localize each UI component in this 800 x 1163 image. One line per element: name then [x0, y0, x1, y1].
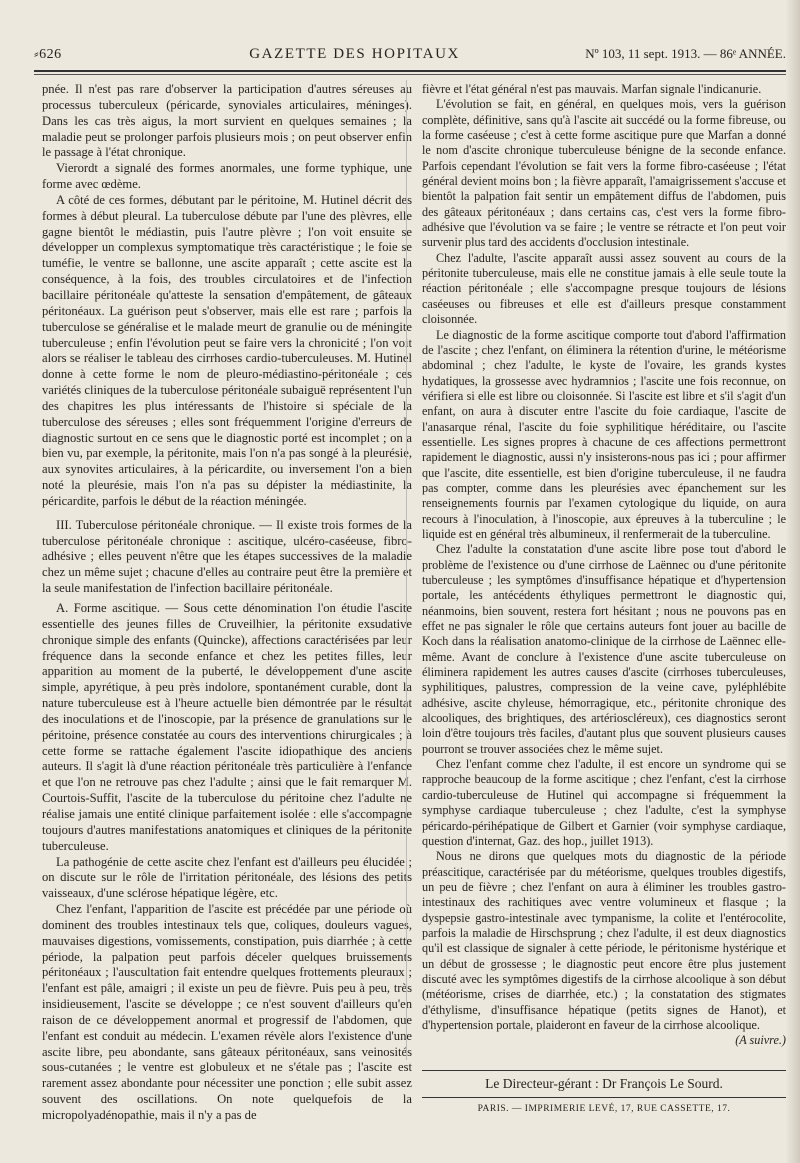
issue-info: Nº 103, 11 sept. 1913. — 86ᵉ ANNÉE.	[585, 46, 786, 61]
column-divider	[406, 80, 407, 1060]
paragraph: Chez l'enfant, l'apparition de l'ascite est précédée par une période où dominent des troubles intestinaux tels que, coliques, douleurs vagues, mauvaises digestions, vomissements, constipation, puis diarrhée ; à cette période, la palpation peut parfois déceler quelques bruissements péritonéaux ; l'auscultation fait entendre quelques frottements pleuraux ; l'enfant est pâle, amaigri ; il existe un peu de fièvre. Puis peu à peu, très insidieusement, l'ascite se développe ; ce n'est souvent d'ailleurs qu'en raison de ce développement anormal et progressif de l'abdomen, que l'enfant est conduit au médecin. L'examen révèle alors l'existence d'une ascite libre, peu abondante, sans gâteaux péritonéaux, sans veinosités sous-cutanées ; le ventre est globuleux et ne s'étale pas ; l'ascite est rarement assez abondante pour nécessiter une ponction ; elle subit assez souvent des oscillations. On note quelquefois de la micropolyadénopathie, mais il n'y a pas de	[42, 902, 412, 1122]
paragraph: A côté de ces formes, débutant par le péritoine, M. Hutinel décrit des formes à début pleural. La tuberculose débute par l'une des plèvres, elle gagne bientôt le médiastin, puis l'autre plèvre ; l'on voit ensuite se développer un complexus symptomatique très caractéristique ; le foie se tuméfie, le ventre se ballonne, une ascite apparaît ; cette ascite est la conséquence, à la fois, des troubles circulatoires et de l'infection bacillaire péritonéale qu'atteste la sensation d'empâtement, de gâteaux péritonéaux. La guérison peut s'observer, mais elle est rare ; parfois la tuberculose se généralise et le malade meurt de granulie ou de méningite tuberculeuse ; enfin l'évolution peut se faire vers la chronicité ; l'on voit alors se réaliser le tableau des cirrhoses cardio-tuberculeuses. M. Hutinel donne à cette forme le nom de pleuro-médiastino-péritonéale ; ces variétés cliniques de la tuberculose péritonéale subaiguë représentent l'un des chapitres les plus intéressants de l'histoire si spéciale de la tuberculose des séreuses ; elles sont fréquemment l'origine d'erreurs de diagnostic surtout en ce sens que le diagnostic porté est incomplet ; on a bien vu, par exemple, la péritonite, mais l'on n'a pas songé à la pleurésie, aux synovites articulaires, à la péricardite, ou inversement l'on a bien noté la pleurésie, mais l'on n'a pas su dépister la médiastinite, la péricardite, parfois le début de la réaction méningée.	[42, 192, 412, 508]
paragraph: Le diagnostic de la forme ascitique comporte tout d'abord l'affirmation de l'ascite ; chez l'enfant, on éliminera la rétention d'urine, le météorisme abdominal ; chez l'adulte, le kyste de l'ovaire, les grands kystes hydatiques, la grossesse avec hydramnios ; l'ascite une fois reconnue, on vérifiera si elle est libre ou cloisonnée. Si l'ascite est libre et s'il s'agit d'un enfant, on aura à discuter entre l'ascite du foie cardiaque, l'ascite de l'anasarque rénal, l'ascite du foie syphilitique héréditaire, ou l'ascite essentielle. Les signes propres à chacune de ces affections permettront rapidement le diagnostic, aussi n'y insisterons-nous pas ici ; pour affirmer que l'ascite, dite essentielle, est bien d'origine tuberculeuse, il ne faudra pas compter, comme dans les pleurésies avec épanchement sur les renseignements fournis par l'examen cytologique du liquide, on aura recours à l'inoculation, à l'inoscopie, aux épreuves à la tuberculine ; le liquide est en général très albumineux, il renfermerait de la tuberculine.	[422, 327, 786, 541]
printer-imprint: PARIS. — IMPRIMERIE LEVÉ, 17, RUE CASSETTE, 17.	[477, 1104, 731, 1114]
paragraph: Nous ne dirons que quelques mots du diagnostic de la période préascitique, caractérisée par du météorisme, quelques troubles digestifs, un peu de fièvre ; chez l'enfant on aura à éliminer les troubles gastro-intestinaux des rachitiques avec ventre volumineux et flasque ; la dyspepsie gastro-intestinale avec tympanisme, la colite et l'entérocolite, parfois la maladie de Hirschsprung ; chez l'adulte, il est deux diagnostics qu'il est classique de signaler à cette période, le péritonisme hystérique et un début de grossesse ; le diagnostic peut encore être plus justement discuté avec les symptômes digestifs de la cirrhose alcoolique à son début (météorisme, crises de diarrhée, etc.) ; la constatation des stigmates d'éthylisme, d'insuffisance hépatique (petits signes de Hanot), et d'hypertension portale, plaideront en faveur de la cirrhose alcoolique.	[422, 849, 786, 1032]
page-edge-shadow	[786, 0, 800, 1163]
section-heading-chronic: III. Tuberculose péritonéale chronique. — Il existe trois formes de la tuberculose péritonéale chronique : ascitique, ulcéro-caséeuse, fibro-adhésive ; elles peuvent n'être que les étapes successives de la maladie chez un même sujet ; chacune d'elles au contraire peut être la première et la seule manifestation de l'infection bacillaire péritonéale.	[42, 517, 412, 596]
header-rule	[34, 70, 786, 72]
right-column	[422, 82, 786, 1049]
paragraph: La pathogénie de cette ascite chez l'enfant est d'ailleurs peu élucidée ; on discute sur le rôle de l'irritation péritonéale, des lésions des petits vaisseaux, d'une sclérose hépatique légère, etc.	[42, 854, 412, 901]
header-rule-thin	[34, 74, 786, 75]
paragraph: Chez l'adulte, l'ascite apparaît aussi assez souvent au cours de la péritonite tuberculeuse, mais elle ne constitue jamais à elle seule toute la réaction péritonéale ; elle s'accompagne presque toujours de lésions caséeuses ou fibreuses et elle est d'ailleurs presque constamment cloisonnée.	[422, 250, 786, 327]
footer-rule-lower	[422, 1097, 786, 1098]
paragraph: pnée. Il n'est pas rare d'observer la participation d'autres séreuses au processus tuberculeux (péricarde, synoviales articulaires, méninges). Dans les cas très aigus, la mort survient en quelques semaines ; la maladie peut se prolonger parfois plusieurs mois ; on peut observer enfin le passage à l'état chronique.	[42, 82, 412, 160]
page-number: ⸗626	[34, 47, 62, 62]
director-signature: Le Directeur-gérant : Dr François Le Sourd.	[485, 1076, 723, 1091]
paragraph: Vierordt a signalé des formes anormales, une forme typhique, une forme avec œdème.	[42, 161, 412, 192]
paragraph: Chez l'enfant comme chez l'adulte, il est encore un syndrome qui se rapproche beaucoup de la forme ascitique ; chez l'enfant, c'est la cirrhose cardio-tuberculeuse de Hutinel qui accompagne si fréquemment la symphyse cardiaque tuberculeuse ; chez l'adulte, c'est la symphyse péricardo-périhépatique de Gilbert et Garnier (voir symphyse cardiaque, question d'internat, Gaz. des hop., juillet 1913).	[422, 757, 786, 848]
paragraph: fièvre et l'état général n'est pas mauvais. Marfan signale l'indicanurie.	[422, 82, 762, 96]
continuation-note: (A suivre.)	[735, 1033, 786, 1048]
subsection-ascitic-form: A. Forme ascitique. — Sous cette dénomination l'on étudie l'ascite essentielle des jeunes filles de Cruveilhier, la péritonite exsudative chronique simple des enfants (Quincke), affections caractérisées par leur fréquence dans la seconde enfance et chez les petites filles, leur apparition au moment de la puberté, le développement d'une ascite simple, apyrétique, à peu près indolore, spontanément curable, dont la nature tuberculeuse est à l'heure actuelle bien démontrée par le résultat des inoculations et de l'inoscopie, par la présence de granulations sur le péritoine, présence constatée au cours des interventions chirurgicales ; à cette forme se rattache également l'ascite idiopathique des anciens auteurs. Il s'agit là d'une réaction péritonéale très particulière à l'enfance et que l'on ne retrouve pas chez l'adulte ; ainsi que le fait remarquer M. Courtois-Suffit, l'ascite de la tuberculose du péritoine chez l'adulte ne réalise jamais une entité clinique parfaitement isolée : elle s'accompagne toujours d'autres manifestations anatomiques et cliniques de la péritonite tuberculeuse.	[42, 601, 412, 853]
footer-rule	[422, 1070, 786, 1071]
left-column	[42, 82, 412, 1124]
page-header	[34, 46, 786, 68]
paragraph: Chez l'adulte la constatation d'une ascite libre pose tout d'abord le problème de l'existence ou d'une cirrhose de Laënnec ou d'une péritonite tuberculeuse ; les symptômes d'insuffisance hépatique et d'hypertension portale, les antécédents éthyliques permettront le diagnostic qui, néanmoins, bien souvent, restera fort hésitant ; nous ne pouvons pas en effet ne pas signaler le rôle que certains auteurs font jouer au bacille de Koch dans la réalisation anatomo-clinique de la cirrhose de Laënnec elle-même. Avant de conclure à l'existence d'une ascite tuberculeuse on éliminera rapidement les autres causes d'ascite (cirrhoses tuberculeuses, syphilitiques, palustres, compression de la veine cave, pyléphlébite adhésive, ascite chyleuse, hémorragique, etc., péritonite chronique des alcooliques, des brightiques, des artérioscléreux), ces diagnostics seront loin d'être toujours très faciles, d'autant plus que souvent plusieurs causes pourront se trouver associées chez le même sujet.	[422, 542, 786, 756]
paragraph: L'évolution se fait, en général, en quelques mois, vers la guérison complète, définitive, sans qu'à l'ascite ait succédé ou la forme fibreuse, ou la forme caséeuse ; c'est à cette forme ascitique pure que Marfan a donné le nom d'ascite chronique tuberculeuse bénigne de la seconde enfance. Parfois cependant l'évolution se fait vers la forme fibro-caséeuse ; l'état général devient moins bon ; la fièvre apparaît, l'amaigrissement s'accuse et bientôt la palpation fait sentir un empâtement diffus de l'abdomen, puis des gâteaux péritonéaux ; dans certains cas, c'est vers la forme fibro-adhésive que l'évolution va se faire ; le ventre se rétracte et l'on peut voir survenir plus tard des accidents d'occlusion intestinale.	[422, 97, 786, 250]
journal-title: GAZETTE DES HOPITAUX	[249, 46, 460, 62]
